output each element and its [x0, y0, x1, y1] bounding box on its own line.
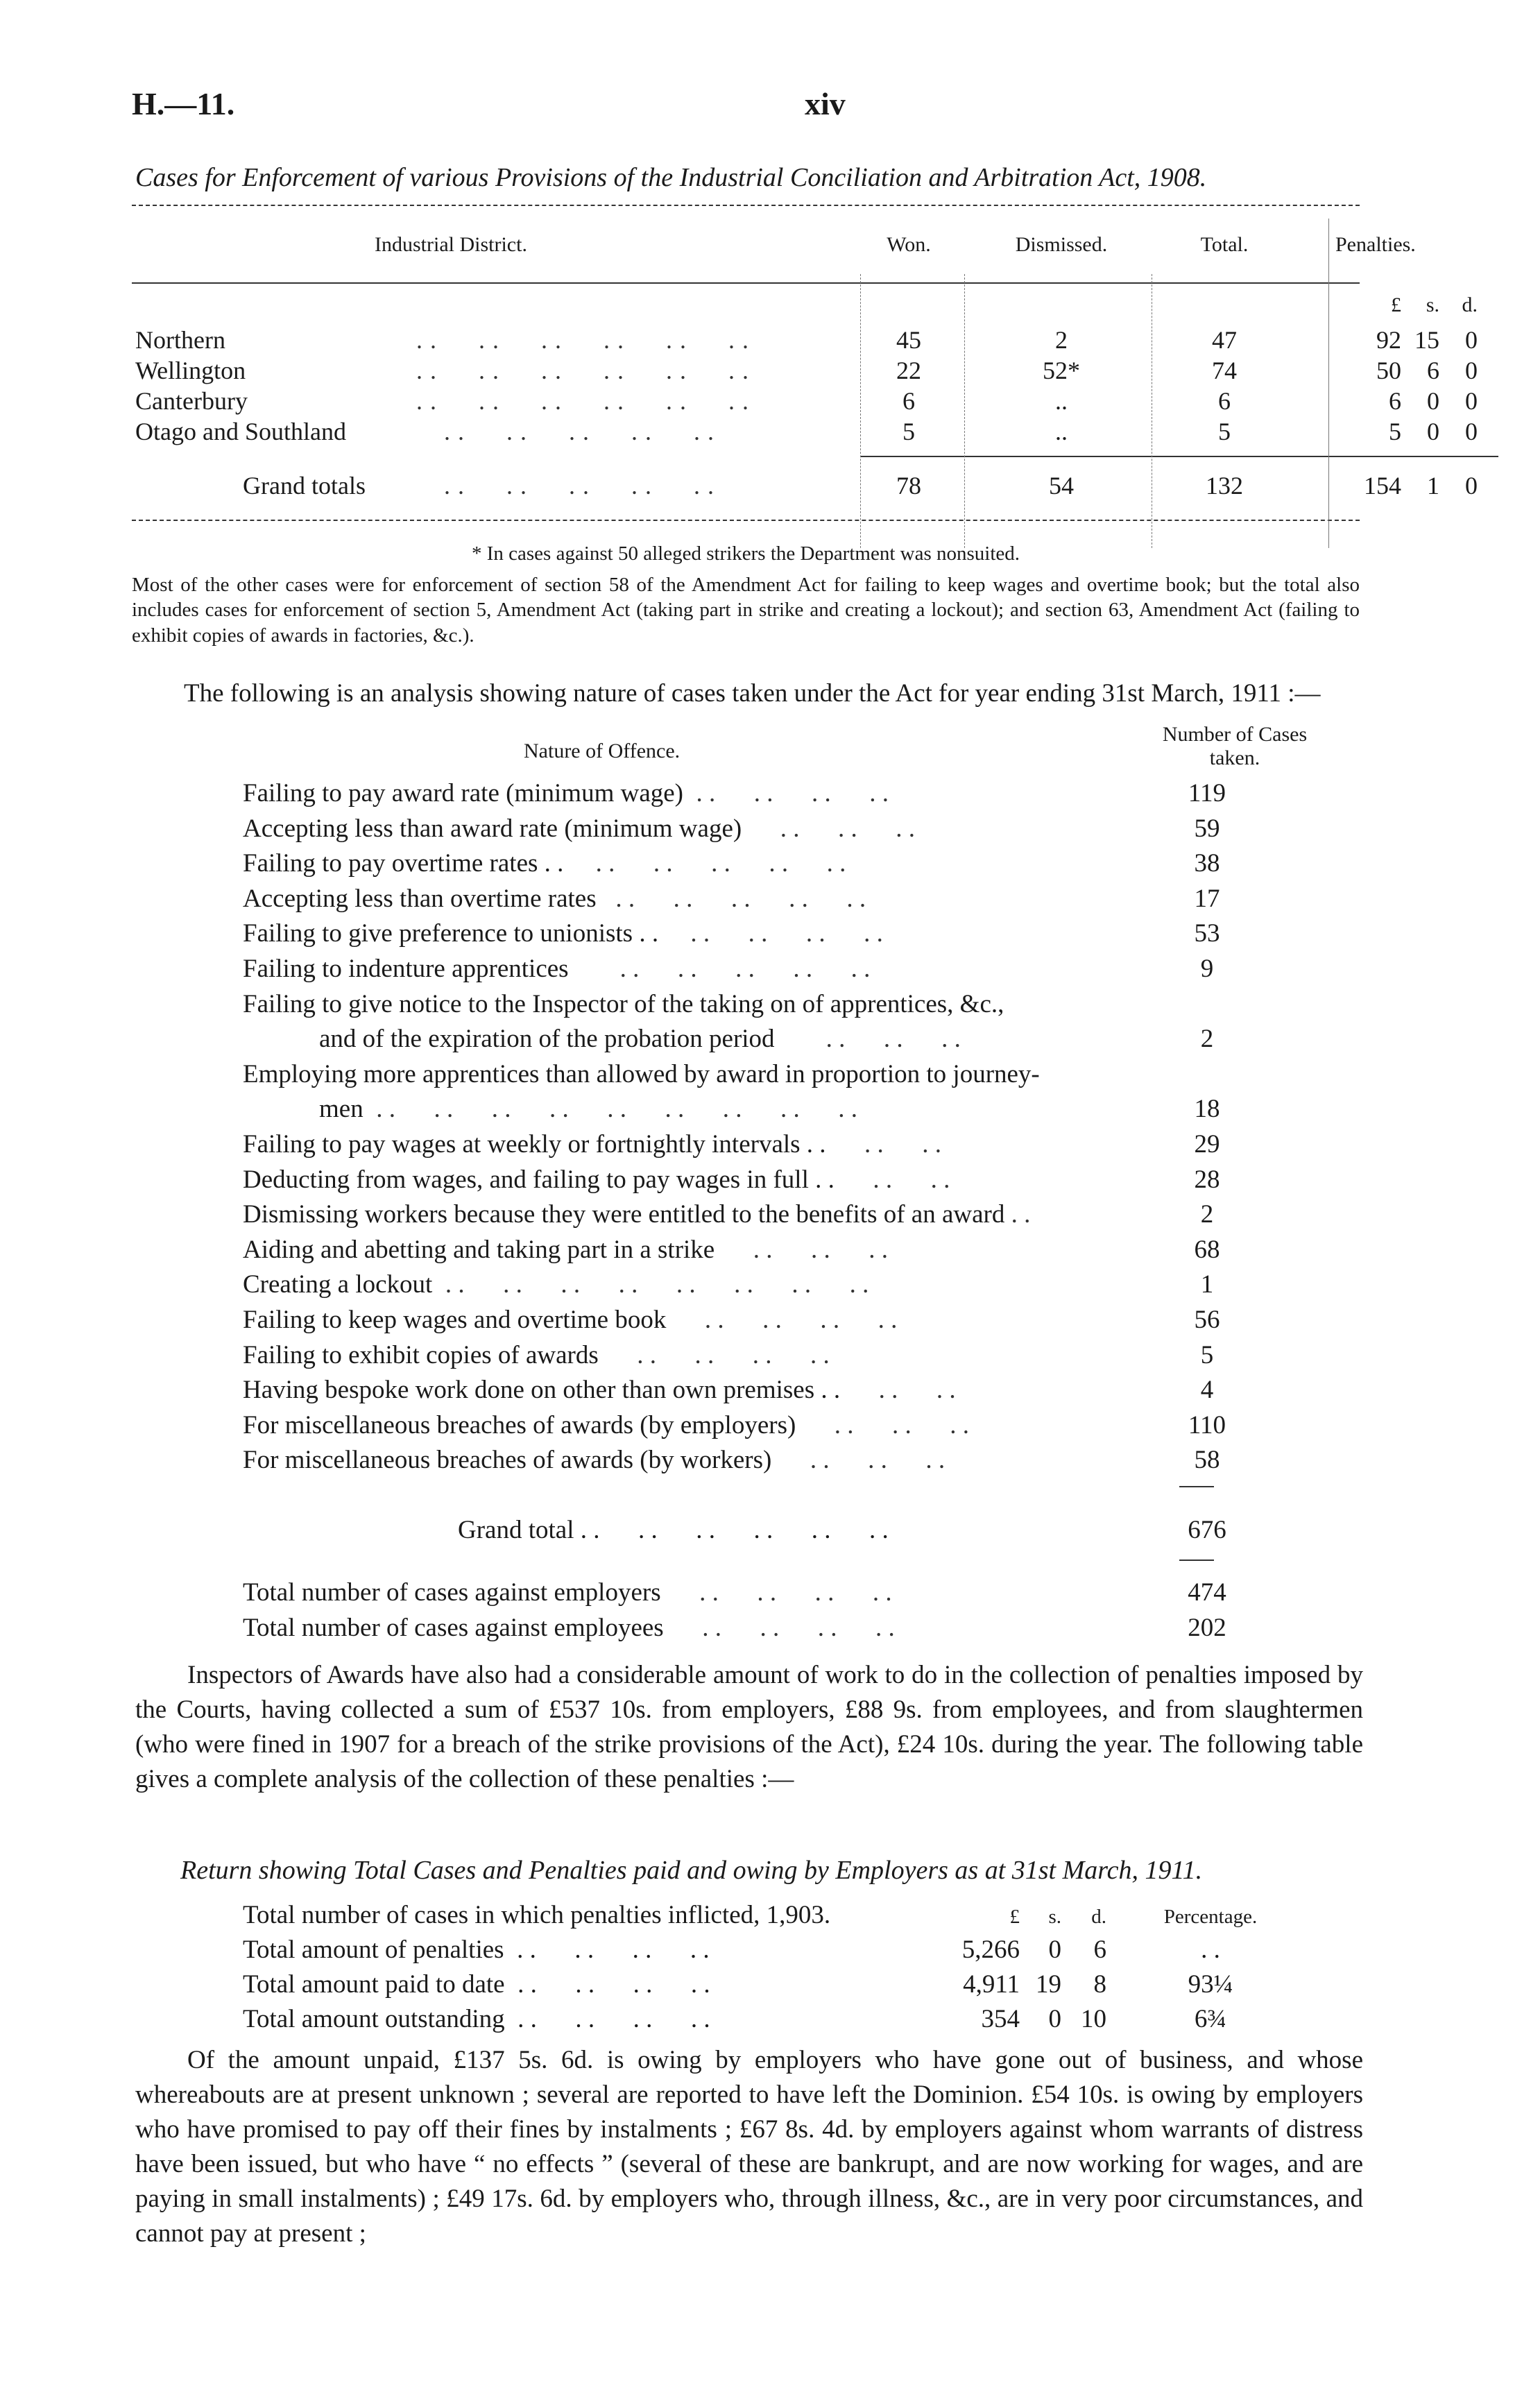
totals-row: Total number of cases against employers . . . . . . . . 474 — [243, 1578, 1226, 1607]
table-row: Canterbury . . . . . . . . . . . . 6 .. 6 6 0 0 — [132, 384, 1360, 414]
col-header-won: Won. — [887, 233, 931, 256]
table2-header-row: Total number of cases in which penalties inflicted, 1,903. £ s. d. Percentage. — [243, 1901, 1258, 1929]
penalty-units: £ s. d. — [1391, 293, 1478, 316]
offence-row: Failing to pay overtime rates . . . . . . . . . . . . 38 — [243, 849, 1220, 878]
offence-row: Failing to give preference to unionists . . . . . . . . . . 53 — [243, 919, 1220, 948]
enforcement-table — [132, 205, 1478, 521]
leader-dots: . . . . . . . . . . . . — [416, 326, 749, 354]
col-header-district: Industrial District. — [375, 233, 527, 256]
offence-row: For miscellaneous breaches of awards (by workers) . . . . . . 58 — [243, 1446, 1220, 1475]
unpaid-paragraph: Of the amount unpaid, £137 5s. 6d. is owing by employers who have gone out of business, and whose whereabouts are at present unknown ; several are reported to have left the Dominion. £54 10s. is owing by employers who have promised to pay off their fines by instalments ; £67 8s. 4d. by employers against whom warrants of distress have been issued, but who have “ no effects ” (several of these are bankrupt, and are now working for wages, and are paying in small instalments) ; £49 17s. 6d. by employers who, through illness, &c., are in very poor circumstances, and cannot pay at present ; — [135, 2046, 1363, 2248]
col-header-dismissed: Dismissed. — [1015, 233, 1108, 256]
offence-row: Employing more apprentices than allowed by award in proportion to journey- — [243, 1059, 1040, 1088]
column-divider — [860, 274, 861, 548]
cases-totals — [243, 1575, 1353, 1645]
col-header-penalties: Penalties. — [1335, 233, 1416, 256]
leader-dots: . . . . . . . . . . . . — [416, 387, 749, 415]
offence-row: Dismissing workers because they were entitled to the benefits of an award . . 2 — [243, 1200, 1214, 1229]
offence-row: Failing to give notice to the Inspector of the taking on of apprentices, &c., — [243, 989, 1004, 1018]
offence-row: and of the expiration of the probation period . . . . . . 2 — [319, 1025, 1214, 1054]
leader-dots: . . . . . . . . . . . . — [416, 357, 749, 384]
table-row: Total amount paid to date . . . . . . . . 4,911 19 8 93¼ — [243, 1970, 1233, 1999]
page-number: xiv — [805, 86, 846, 121]
totals-row: Total number of cases against employees . . . . . . . . 202 — [243, 1613, 1226, 1642]
table1-footnote: * In cases against 50 alleged strikers the Department was nonsuited. — [471, 542, 1020, 565]
grand-total-rule-bottom — [1179, 1560, 1214, 1561]
table-row: Northern . . . . . . . . . . . . 45 2 47 92 15 0 — [132, 323, 1360, 353]
column-divider — [964, 274, 965, 548]
column-divider — [1328, 219, 1329, 548]
table1-header-row — [132, 206, 1416, 282]
page-reference: H.—11. — [132, 86, 235, 121]
table1-bottom-rule — [132, 520, 1360, 521]
grand-total-rule-top — [1179, 1486, 1214, 1487]
offence-row: Failing to pay wages at weekly or fortnightly intervals . . . . . . 29 — [243, 1129, 1220, 1159]
penalties-return-table — [243, 1897, 1353, 2036]
offences-grand-total-label: Grand total . . . . . . . . . . . . — [458, 1516, 889, 1544]
page-header — [132, 82, 1380, 123]
totals-rule-row — [132, 445, 1360, 468]
offence-row: Having bespoke work done on other than own premises . . . . . . 4 — [243, 1376, 1214, 1405]
offences-grand-total-value: 676 — [1188, 1516, 1226, 1544]
leader-dots: . . . . . . . . . . — [444, 472, 715, 499]
offence-row: Failing to keep wages and overtime book . . . . . . . . 56 — [243, 1305, 1220, 1334]
offence-row: Aiding and abetting and taking part in a strike . . . . . . 68 — [243, 1235, 1220, 1264]
table2-title: Return showing Total Cases and Penalties paid and owing by Employers as at 31st March, 1911. — [180, 1856, 1203, 1885]
intro-paragraph: The following is an analysis showing nature of cases taken under the Act for year ending 31st March, 1911 :— — [184, 679, 1321, 708]
table1-header-rule — [132, 282, 1360, 284]
offence-row: Creating a lockout . . . . . . . . . . . . . . . . 1 — [243, 1270, 1214, 1299]
totals-rule — [860, 456, 1498, 457]
offences-table — [243, 776, 1353, 1478]
table-row: Total amount outstanding . . . . . . . . 354 0 10 6¾ — [243, 2005, 1227, 2033]
table-row: Wellington . . . . . . . . . . . . 22 52* 74 50 6 0 — [132, 353, 1360, 384]
table1-note: Most of the other cases were for enforcement of section 58 of the Amendment Act for failing to keep wages and overtime book; but the total also includes cases for enforcement of section 5, Amendment Act (taking part in strike and creating a lockout); and section 63, Amendment Act (failing to exhibit copies of awards in factories, &c.). — [132, 574, 1360, 647]
table1-title: Cases for Enforcement of various Provisions of the Industrial Conciliation and Arbitration Act, 1908. — [135, 163, 1207, 192]
table1-units-row — [132, 291, 1478, 323]
offence-column-header: Nature of Offence. — [524, 740, 681, 762]
offence-row: Accepting less than award rate (minimum wage) . . . . . . 59 — [243, 814, 1220, 843]
leader-dots: . . . . . . . . . . — [444, 418, 715, 445]
col-header-total: Total. — [1200, 233, 1249, 256]
offence-row: Failing to pay award rate (minimum wage) . . . . . . . . 119 — [243, 779, 1226, 808]
offence-row: Deducting from wages, and failing to pay wages in full . . . . . . 28 — [243, 1165, 1220, 1194]
table-row: Total amount of penalties . . . . . . . . 5,266 0 6 . . — [243, 1936, 1220, 1964]
offence-row: Failing to indenture apprentices . . . . . . . . . . 9 — [243, 954, 1214, 983]
offence-row: For miscellaneous breaches of awards (by employers) . . . . . . 110 — [243, 1410, 1226, 1439]
table-row: Otago and Southland . . . . . . . . . . 5 .. 5 5 0 0 — [132, 414, 1360, 445]
grand-totals-row: Grand totals . . . . . . . . . . 78 54 132 154 1 0 — [132, 468, 1360, 499]
cases-column-header: Number of Cases taken. — [1162, 723, 1308, 769]
offence-row: Failing to exhibit copies of awards . . . . . . . . 5 — [243, 1340, 1214, 1369]
offence-row: Accepting less than overtime rates . . . . . . . . . . 17 — [243, 884, 1220, 913]
penalties-paragraph: Inspectors of Awards have also had a considerable amount of work to do in the collection of penalties imposed by the Courts, having collected a sum of £537 10s. from employers, £88 9s. from employees, and from slaughtermen (who were fined in 1907 for a breach of the strike provisions of the Act), £24 10s. during the year. The following table gives a complete analysis of the collection of these penalties :— — [135, 1661, 1363, 1793]
offence-row: men . . . . . . . . . . . . . . . . . . 18 — [319, 1095, 1220, 1124]
